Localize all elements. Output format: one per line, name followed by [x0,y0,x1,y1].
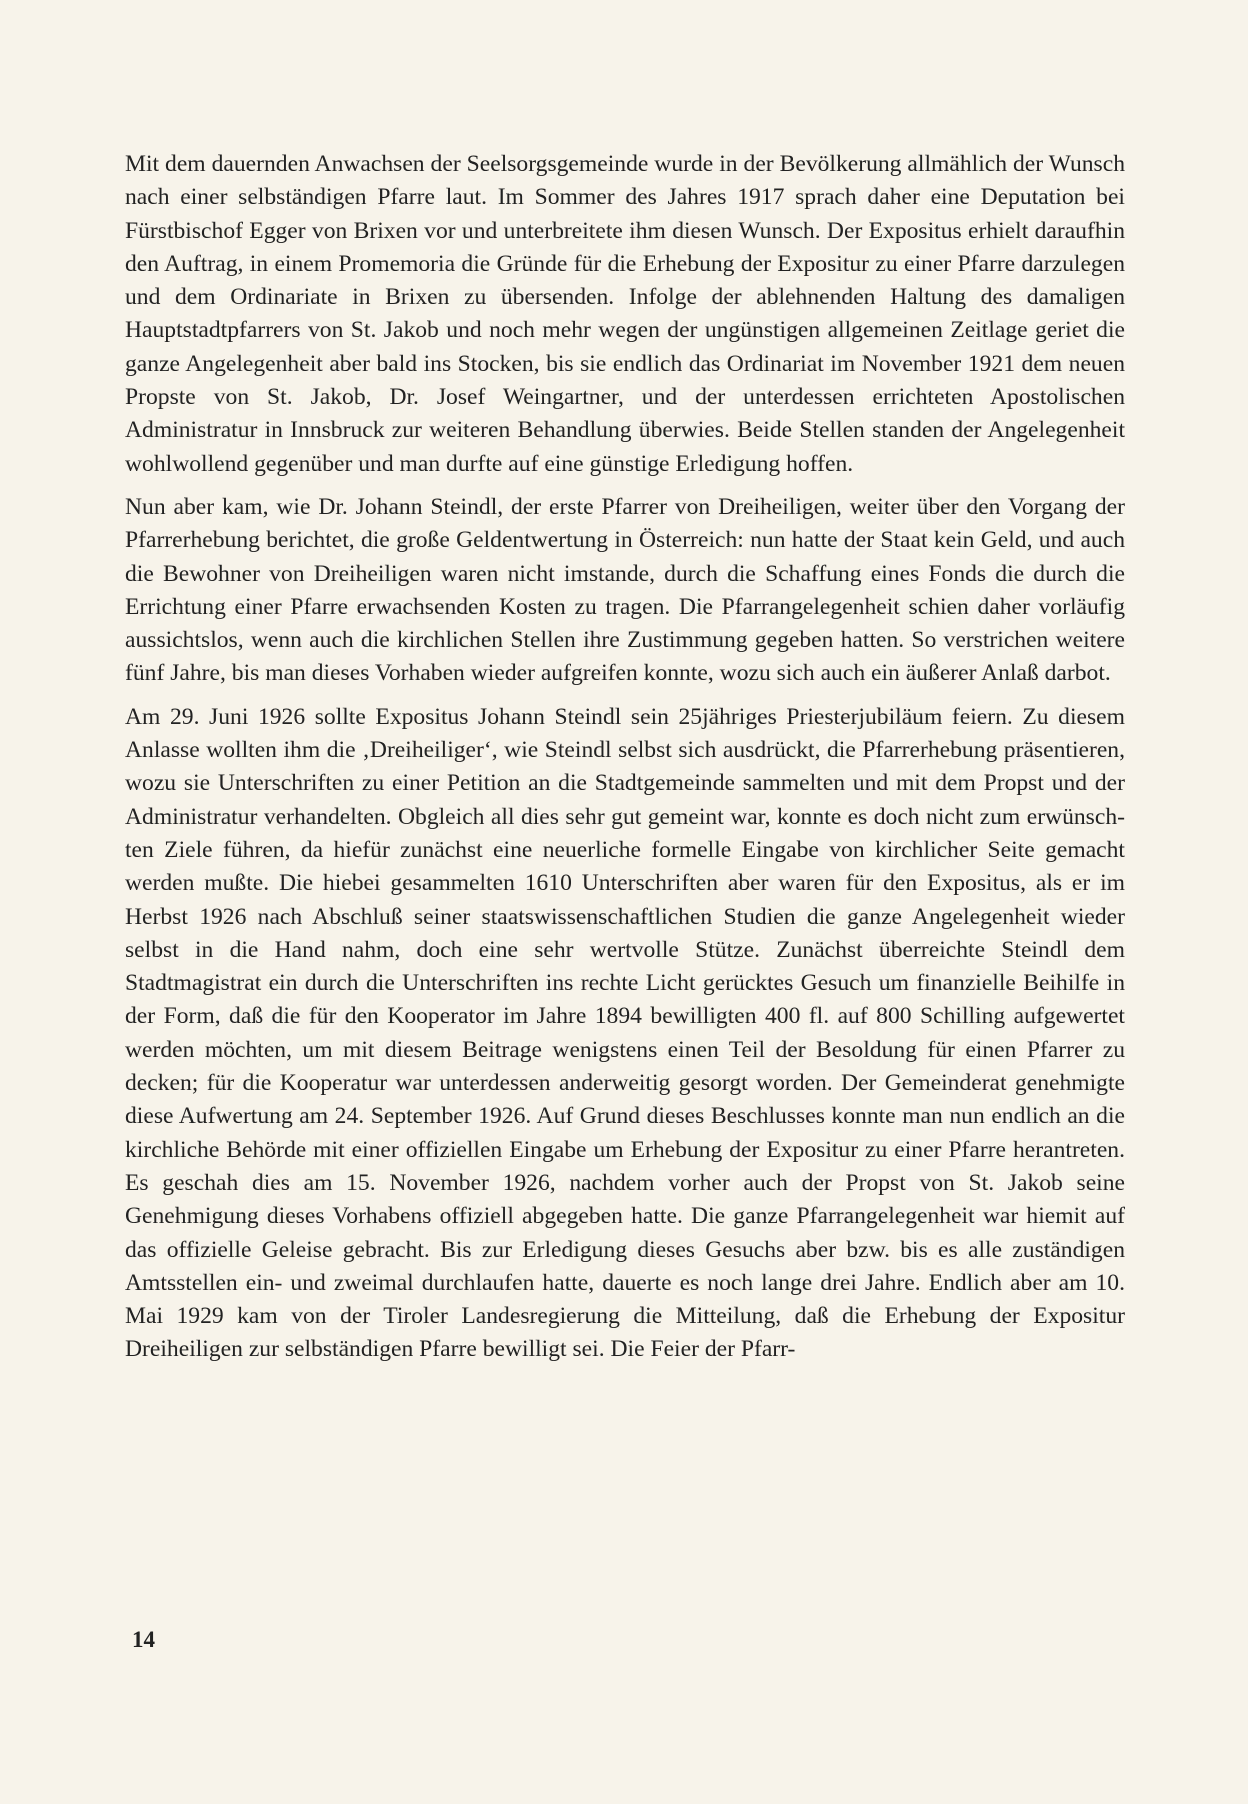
page-number: 14 [132,1627,155,1652]
page-body [125,148,1125,1377]
paragraph-3: Am 29. Juni 1926 sollte Expositus Johann Steindl sein 25jähriges Priesterjubiläum feiern. Zu diesem Anlasse wollten ihm die ‚Dreiheiliger‘, wie Steindl selbst sich ausdrückt, die Pfarrerhebung präsentieren, wozu sie Unterschriften zu einer Petition an die Stadtgemeinde sammelten und mit dem Propst und der Administratur verhandelten. Obgleich all dies sehr gut gemeint war, konnte es doch nicht zum erwünschten Ziele führen, da hiefür zunächst eine neuerliche formelle Eingabe von kirchlicher Seite gemacht werden mußte. Die hiebei gesammelten 1610 Unterschriften aber waren für den Expositus, als er im Herbst 1926 nach Abschluß seiner staatswissenschaftlichen Studien die ganze Angelegenheit wieder selbst in die Hand nahm, doch eine sehr wertvolle Stütze. Zunächst überreichte Steindl dem Stadtmagistrat ein durch die Unterschriften ins rechte Licht gerücktes Gesuch um finanzielle Beihilfe in der Form, daß die für den Kooperator im Jahre 1894 bewilligten 400 fl. auf 800 Schilling aufgewertet werden möchten, um mit diesem Beitrage wenigstens einen Teil der Besoldung für einen Pfarrer zu decken; für die Kooperatur war unterdessen anderweitig gesorgt worden. Der Gemeinderat genehmigte diese Aufwertung am 24. September 1926. Auf Grund dieses Beschlusses konnte man nun endlich an die kirchliche Behörde mit einer offiziellen Eingabe um Erhebung der Expositur zu einer Pfarre herantreten. Es geschah dies am 15. November 1926, nachdem vorher auch der Propst von St. Jakob seine Genehmigung dieses Vorhabens offiziell abgegeben hatte. Die ganze Pfarrangelegenheit war hiemit auf das offizielle Geleise gebracht. Bis zur Erledigung dieses Gesuchs aber bzw. bis es alle zuständigen Amtsstellen ein- und zweimal durchlaufen hatte, dauerte es noch lange drei Jahre. Endlich aber am 10. Mai 1929 kam von der Tiroler Landesregierung die Mitteilung, daß die Erhebung der Expositur Dreiheiligen zur selbständigen Pfarre bewilligt sei. Die Feier der Pfarr- [125,703,1125,1363]
paragraph-1: Mit dem dauernden Anwachsen der Seelsorgsgemeinde wurde in der Bevölkerung allmählich der Wunsch nach einer selbständigen Pfarre laut. Im Sommer des Jahres 1917 sprach daher eine Deputation bei Fürstbischof Egger von Brixen vor und unterbreitete ihm diesen Wunsch. Der Expositus erhielt daraufhin den Auftrag, in einem Promemoria die Gründe für die Erhebung der Expositur zu einer Pfarre darzulegen und dem Ordinariate in Brixen zu übersenden. Infolge der ablehnenden Haltung des damaligen Hauptstadtpfarrers von St. Jakob und noch mehr wegen der ungünstigen allgemeinen Zeitlage geriet die ganze Angelegenheit aber bald ins Stocken, bis sie endlich das Ordinariat im November 1921 dem neuen Propste von St. Jakob, Dr. Josef Weingartner, und der unterdessen errichteten Apostolischen Administratur in Innsbruck zur weiteren Behandlung überwies. Beide Stellen standen der Angelegenheit wohlwollend gegenüber und man durfte auf eine günstige Erledigung hoffen. [125,151,1125,477]
paragraph-2: Nun aber kam, wie Dr. Johann Steindl, der erste Pfarrer von Dreiheiligen, weiter über den Vorgang der Pfarrerhebung berichtet, die große Geldentwertung in Österreich: nun hatte der Staat kein Geld, und auch die Bewohner von Dreiheiligen waren nicht imstande, durch die Schaffung eines Fonds die durch die Errichtung einer Pfarre erwachsenden Kosten zu tragen. Die Pfarrangelegenheit schien daher vorläufig aussichtslos, wenn auch die kirchlichen Stellen ihre Zustimmung gegeben hatten. So verstrichen weitere fünf Jahre, bis man dieses Vorhaben wieder aufgreifen konnte, wozu sich auch ein äußerer Anlaß darbot. [125,493,1125,687]
